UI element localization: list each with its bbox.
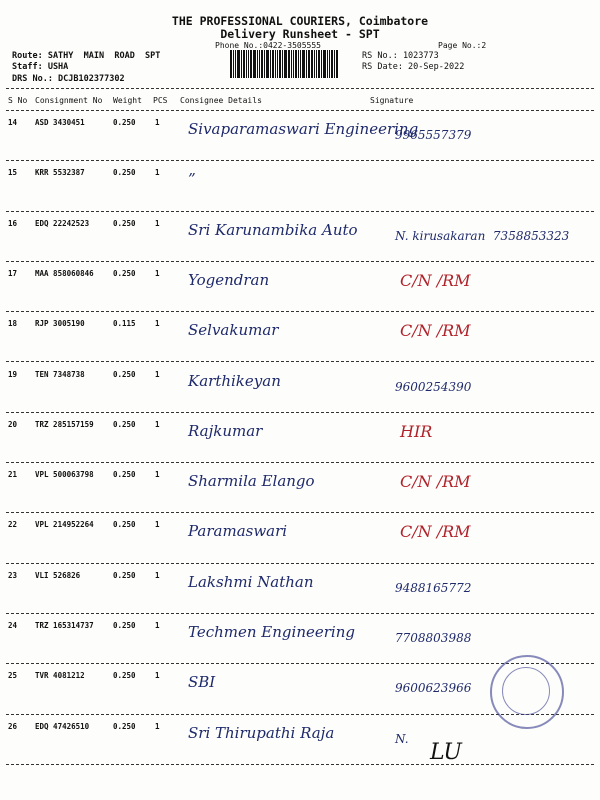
barcode-bar <box>230 50 232 78</box>
barcode-bar <box>336 50 338 78</box>
row-weight: 0.115 <box>113 319 136 329</box>
row-pcs: 1 <box>155 218 160 228</box>
row-sno: 16 <box>8 218 18 228</box>
barcode-bar <box>264 50 265 78</box>
row-consignee-name: Rajkumar <box>188 421 263 440</box>
row-sno: 19 <box>8 369 18 379</box>
row-consignee-name: Yogendran <box>188 270 270 289</box>
row-pcs: 1 <box>155 268 160 278</box>
row-consignment-no: VPL 214952264 <box>35 520 94 530</box>
row-pcs: 1 <box>155 520 160 530</box>
stamp-inner-ring <box>502 667 550 715</box>
barcode-bar <box>241 50 242 78</box>
row-consignee-name: Sri Thirupathi Raja <box>188 723 335 742</box>
row-consignee-name: Selvakumar <box>188 321 279 340</box>
staff-label: Staff: USHA <box>12 62 69 72</box>
row-consignment-no: TEN 7348738 <box>35 369 85 379</box>
page-number: Page No.:2 <box>438 41 487 50</box>
barcode-bar <box>291 50 292 78</box>
barcode-bar <box>248 50 249 78</box>
row-consignment-no: ASD 3430451 <box>35 118 85 127</box>
row-consignee-name: Lakshmi Nathan <box>188 572 314 591</box>
col-consignee: Consignee Details <box>180 96 262 105</box>
row-weight: 0.250 <box>113 671 136 681</box>
row-sno: 23 <box>8 570 18 580</box>
row-signature: N. <box>395 731 409 746</box>
row-signature: 9600623966 <box>395 681 472 696</box>
barcode-bar <box>308 50 310 78</box>
barcode-bar <box>277 50 278 78</box>
row-pcs: 1 <box>155 118 160 127</box>
col-consignment: Consignment No <box>35 96 103 105</box>
row-consignment-no: EDQ 47426510 <box>35 721 90 731</box>
row-sno: 14 <box>8 118 18 127</box>
barcode-bar <box>314 50 315 78</box>
row-signature: 7708803988 <box>395 631 472 645</box>
col-pcs: PCS <box>153 96 168 105</box>
barcode-bar <box>323 50 326 78</box>
company-stamp <box>490 655 564 729</box>
row-divider <box>6 211 594 212</box>
row-weight: 0.250 <box>113 419 136 429</box>
barcode-bar <box>257 50 258 78</box>
row-signature: C/N /RM <box>400 522 471 542</box>
row-pcs: 1 <box>155 319 160 329</box>
rs-date: RS Date: 20-Sep-2022 <box>362 62 465 72</box>
row-consignment-no: KRR 5532387 <box>35 168 85 178</box>
barcode-bar <box>272 50 274 78</box>
row-consignment-no: TRZ 165314737 <box>35 621 94 630</box>
row-sno: 15 <box>8 168 18 178</box>
row-consignee-name: Sharmila Elango <box>188 472 315 491</box>
barcode-bar <box>266 50 269 78</box>
row-weight: 0.250 <box>113 268 136 278</box>
row-sno: 18 <box>8 319 18 329</box>
row-pcs: 1 <box>155 470 160 480</box>
row-signature: HIR <box>400 421 433 441</box>
barcode-image <box>230 50 358 78</box>
header-rule <box>6 88 594 89</box>
barcode-bar <box>275 50 276 78</box>
barcode-bar <box>327 50 328 78</box>
barcode-bar <box>235 50 236 78</box>
row-consignment-no: TRZ 285157159 <box>35 419 94 429</box>
row-signature: 9600254390 <box>395 379 472 394</box>
row-divider <box>6 462 594 463</box>
barcode-bar <box>300 50 301 78</box>
barcode-bar <box>243 50 245 78</box>
row-divider <box>6 613 594 614</box>
row-signature: 9488165772 <box>395 580 472 595</box>
row-signature: C/N /RM <box>400 321 471 341</box>
row-divider <box>6 311 594 312</box>
row-consignment-no: VLI 526826 <box>35 570 81 580</box>
row-consignee-name: SBI <box>188 673 216 692</box>
barcode-bar <box>246 50 247 78</box>
barcode-bar <box>321 50 322 78</box>
row-consignee-name: Sivaparamaswari Engineering <box>188 120 419 138</box>
barcode-bar <box>331 50 333 78</box>
document-subtitle: Delivery Runsheet - SPT <box>220 27 380 41</box>
route-label: Route: SATHY MAIN ROAD SPT <box>12 51 161 61</box>
row-consignee-name: Paramaswari <box>188 522 288 541</box>
row-consignment-no: TVR 4081212 <box>35 671 85 681</box>
row-pcs: 1 <box>155 369 160 379</box>
row-weight: 0.250 <box>113 369 136 379</box>
row-pcs: 1 <box>155 570 160 580</box>
barcode-bar <box>298 50 299 78</box>
barcode-bar <box>253 50 256 78</box>
row-sno: 17 <box>8 268 18 278</box>
row-sno: 25 <box>8 671 18 681</box>
table-header <box>0 96 600 108</box>
barcode-bar <box>295 50 297 78</box>
row-divider <box>6 412 594 413</box>
row-consignment-no: MAA 858060846 <box>35 268 94 278</box>
row-weight: 0.250 <box>113 621 136 630</box>
row-divider <box>6 361 594 362</box>
barcode-bar <box>284 50 287 78</box>
row-sno: 20 <box>8 419 18 429</box>
row-pcs: 1 <box>155 168 160 178</box>
row-weight: 0.250 <box>113 218 136 228</box>
barcode-bar <box>288 50 290 78</box>
row-consignment-no: EDQ 22242523 <box>35 218 90 228</box>
row-signature: N. kirusakaran 7358853323 <box>395 228 570 243</box>
row-divider <box>6 563 594 564</box>
row-signature: C/N /RM <box>400 472 471 492</box>
rs-number: RS No.: 1023773 <box>362 51 439 61</box>
row-consignee-name: Karthikeyan <box>188 371 281 390</box>
row-consignment-no: VPL 500063798 <box>35 470 94 480</box>
row-sno: 26 <box>8 721 18 731</box>
barcode-bar <box>293 50 294 78</box>
header-rule-bottom <box>6 110 594 111</box>
barcode-bar <box>233 50 234 78</box>
row-pcs: 1 <box>155 671 160 681</box>
barcode-bar <box>270 50 271 78</box>
row-divider <box>6 261 594 262</box>
row-consignee-name: ” <box>188 170 196 189</box>
col-signature: Signature <box>370 96 414 105</box>
row-sno: 24 <box>8 621 18 630</box>
col-weight: Weight <box>113 96 142 105</box>
barcode-bar <box>259 50 260 78</box>
row-weight: 0.250 <box>113 570 136 580</box>
row-consignee-name: Sri Karunambika Auto <box>188 220 358 239</box>
barcode-bar <box>237 50 240 78</box>
row-consignment-no: RJP 3005190 <box>35 319 85 329</box>
row-weight: 0.250 <box>113 168 136 178</box>
col-sno: S No <box>8 96 28 105</box>
row-signature: C/N /RM <box>400 270 471 290</box>
phone-number: Phone No.:0422-3505555 <box>215 41 321 50</box>
barcode-bar <box>302 50 305 78</box>
row-weight: 0.250 <box>113 470 136 480</box>
row-weight: 0.250 <box>113 721 136 731</box>
barcode-bar <box>334 50 335 78</box>
row-sno: 21 <box>8 470 18 480</box>
barcode-bar <box>279 50 281 78</box>
barcode-bar <box>261 50 263 78</box>
barcode-bar <box>282 50 283 78</box>
barcode-bar <box>318 50 320 78</box>
barcode-bar <box>306 50 307 78</box>
document-title: THE PROFESSIONAL COURIERS, Coimbatore <box>171 14 429 28</box>
row-sno: 22 <box>8 520 18 530</box>
row-signature: 9965557379 <box>395 128 472 142</box>
row-divider <box>6 160 594 161</box>
row-divider <box>6 512 594 513</box>
barcode-bar <box>250 50 252 78</box>
row-consignee-name: Techmen Engineering <box>188 623 355 641</box>
row-divider <box>6 764 594 765</box>
row-weight: 0.250 <box>113 118 136 127</box>
barcode-bar <box>311 50 313 78</box>
footer-mark: LU <box>430 740 462 765</box>
drs-number: DRS No.: DCJB102377302 <box>12 74 125 84</box>
barcode-bar <box>329 50 330 78</box>
row-weight: 0.250 <box>113 520 136 530</box>
row-pcs: 1 <box>155 721 160 731</box>
row-pcs: 1 <box>155 419 160 429</box>
barcode-bar <box>316 50 317 78</box>
row-pcs: 1 <box>155 621 160 630</box>
